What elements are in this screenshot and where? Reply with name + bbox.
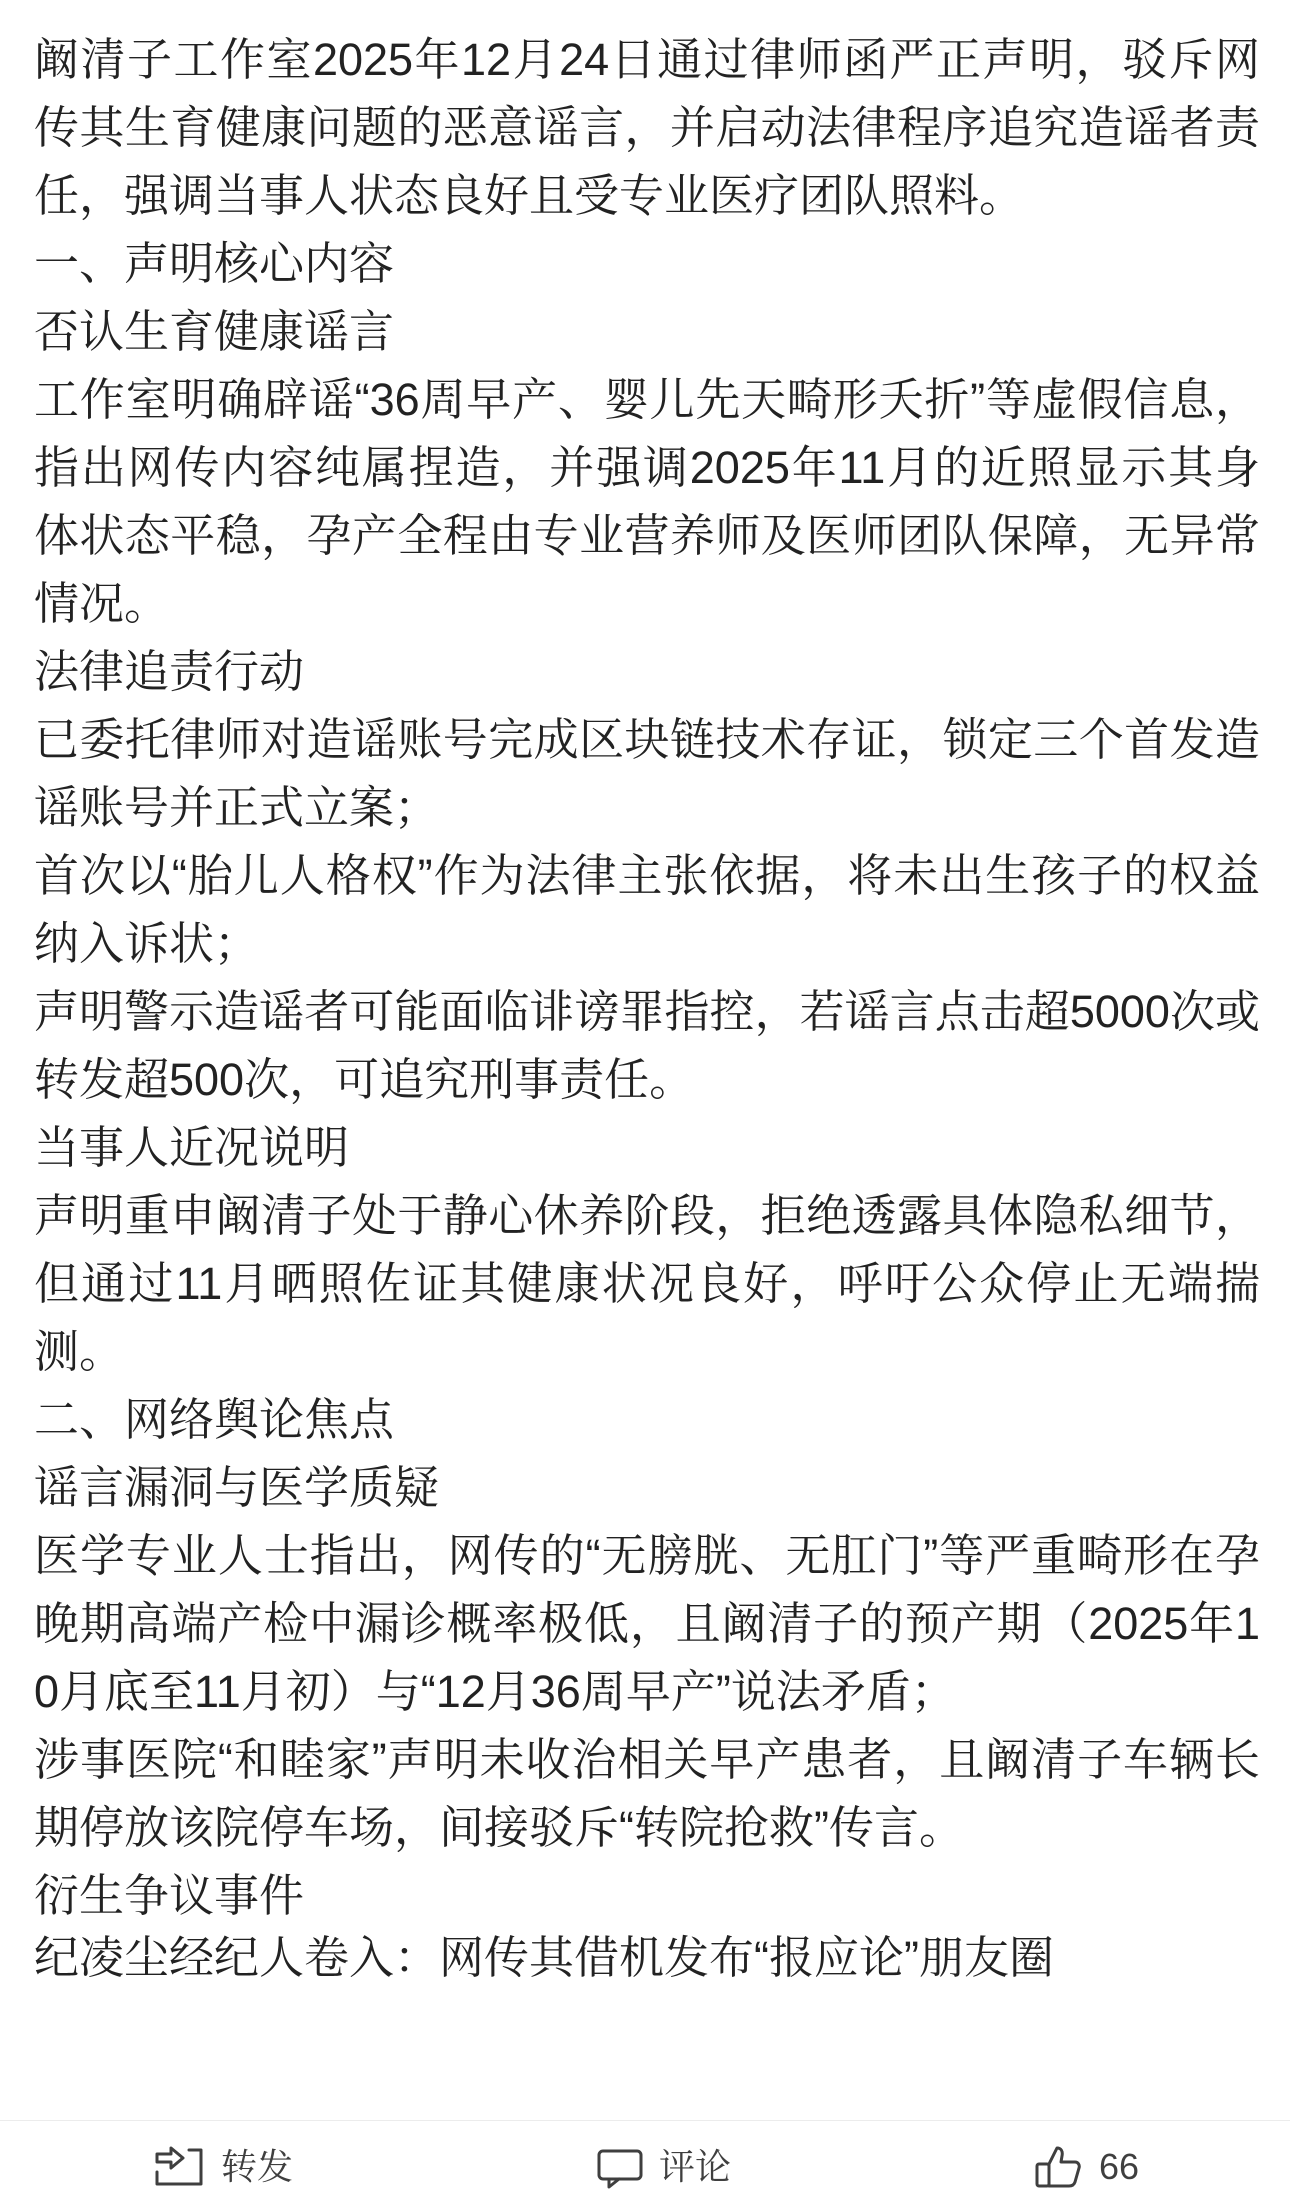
comment-button[interactable] bbox=[595, 2145, 731, 2189]
subsection-heading-derived-dispute: 衍生争议事件 bbox=[34, 1870, 305, 1921]
thumbs-up-icon bbox=[1033, 2144, 1085, 2190]
share-label: 转发 bbox=[220, 2145, 293, 2187]
lead-paragraph: 阚清子工作室2025年12月24日通过律师函严正声明，驳斥网传其生育健康问题的恶意谣言，并启动法律程序追究造谣者责任，强调当事人状态良好且受专业医疗团队照料。 bbox=[34, 34, 1260, 221]
subsection-heading-deny-rumor: 否认生育健康谣言 bbox=[34, 306, 395, 357]
action-bar bbox=[0, 2120, 1290, 2206]
paragraph-legal-action-3: 声明警示造谣者可能面临诽谤罪指控，若谣言点击超5000次或转发超500次，可追究刑事责任。 bbox=[34, 986, 1260, 1105]
comment-label: 评论 bbox=[658, 2145, 731, 2187]
paragraph-medical-doubt-1: 医学专业人士指出，网传的“无膀胱、无肛门”等严重畸形在孕晚期高端产检中漏诊概率极低，且阚清子的预产期（2025年10月底至11月初）与“12月36周早产”说法矛盾； bbox=[34, 1530, 1260, 1717]
like-button[interactable] bbox=[1033, 2144, 1139, 2190]
share-button[interactable] bbox=[151, 2144, 293, 2190]
paragraph-legal-action-1: 已委托律师对造谣账号完成区块链技术存证，锁定三个首发造谣账号并正式立案； bbox=[34, 714, 1260, 833]
section-heading-one: 一、声明核心内容 bbox=[34, 238, 395, 289]
subsection-heading-medical-doubt: 谣言漏洞与医学质疑 bbox=[34, 1462, 440, 1513]
paragraph-status: 声明重申阚清子处于静心休养阶段，拒绝透露具体隐私细节，但通过11月晒照佐证其健康状况良好，呼吁公众停止无端揣测。 bbox=[34, 1190, 1260, 1377]
subsection-heading-status: 当事人近况说明 bbox=[34, 1122, 350, 1173]
paragraph-derived-dispute-truncated bbox=[34, 1930, 1260, 1984]
like-count: 66 bbox=[1098, 2145, 1139, 2187]
paragraph-medical-doubt-2: 涉事医院“和睦家”声明未收治相关早产患者，且阚清子车辆长期停放该院停车场，间接驳斥“转院抢救”传言。 bbox=[34, 1734, 1260, 1853]
section-heading-two: 二、网络舆论焦点 bbox=[34, 1394, 395, 1445]
content-fade-overlay bbox=[0, 2068, 1290, 2120]
subsection-heading-legal-action: 法律追责行动 bbox=[34, 646, 305, 697]
paragraph-deny-rumor: 工作室明确辟谣“36周早产、婴儿先天畸形夭折”等虚假信息，指出网传内容纯属捏造，并强调2025年11月的近照显示其身体状态平稳，孕产全程由专业营养师及医师团队保障，无异常情况。 bbox=[34, 374, 1260, 629]
paragraph-derived-dispute-text: 纪凌尘经纪人卷入：网传其借机发布“报应论”朋友圈 bbox=[34, 1932, 1054, 1983]
share-icon bbox=[151, 2144, 207, 2190]
comment-icon bbox=[595, 2145, 645, 2189]
paragraph-legal-action-2: 首次以“胎儿人格权”作为法律主张依据，将未出生孩子的权益纳入诉状； bbox=[34, 850, 1260, 969]
